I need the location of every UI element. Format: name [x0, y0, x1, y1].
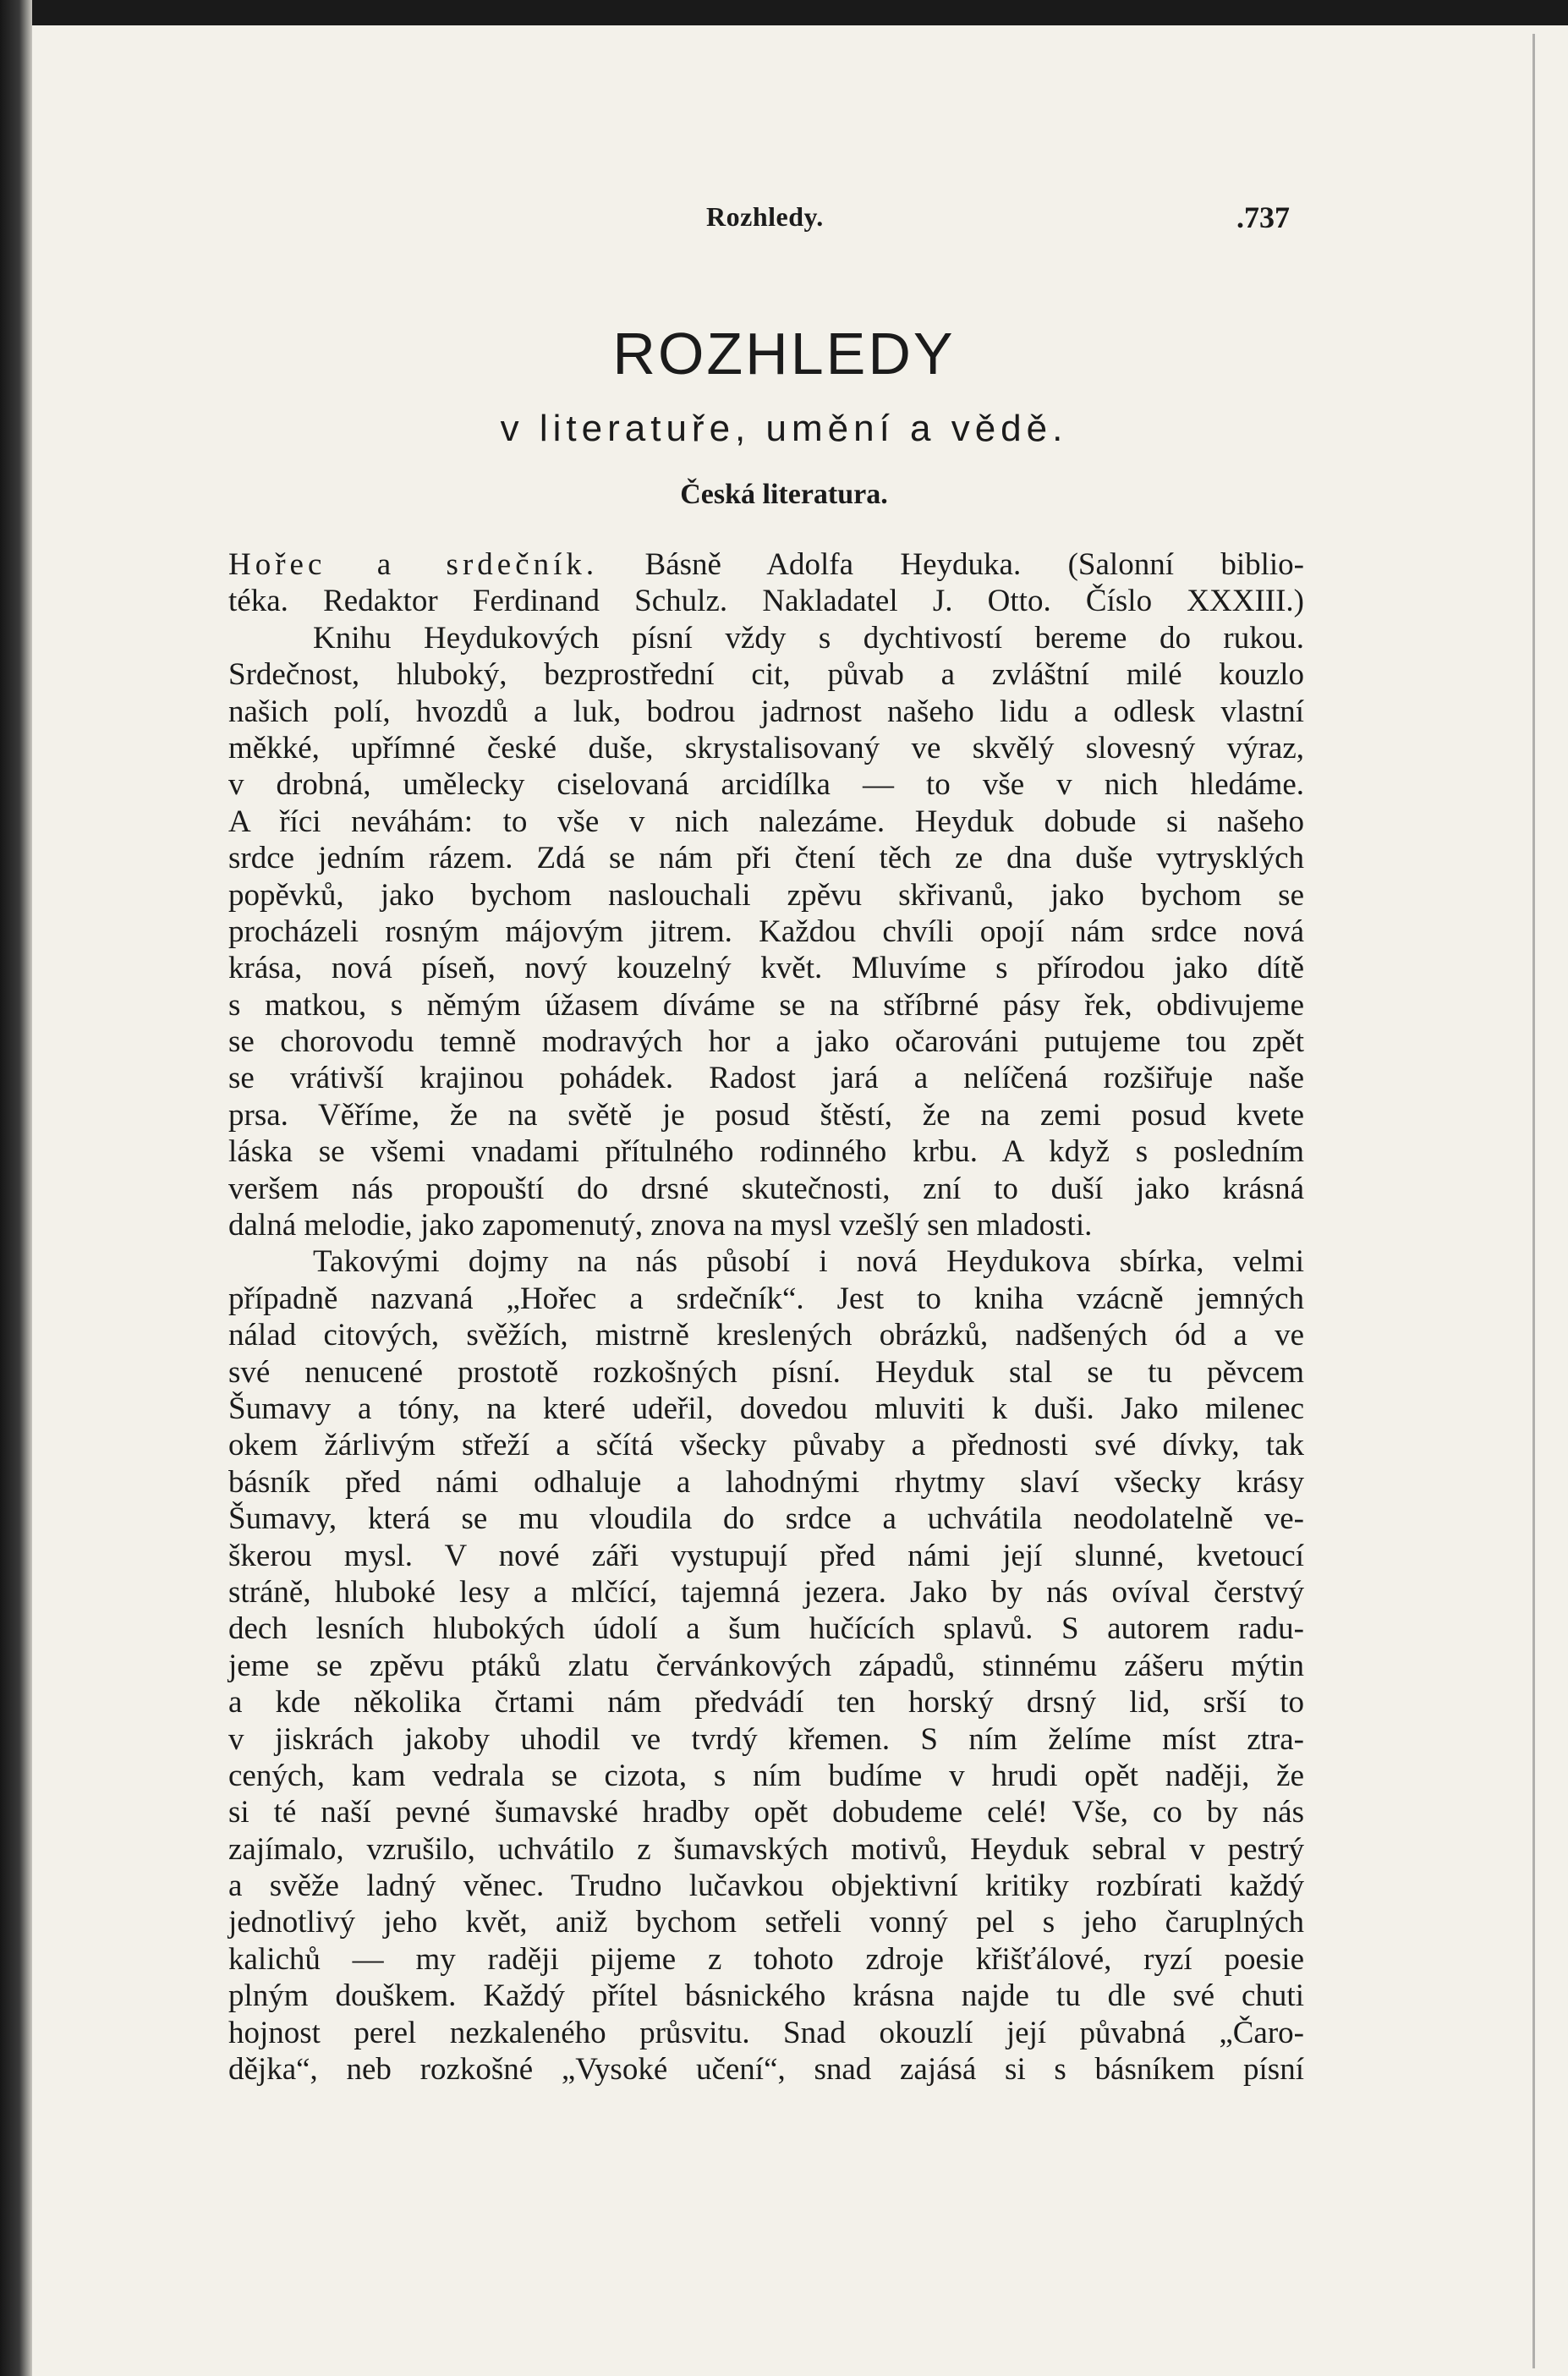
text-line: okem žárlivým střeží a sčítá všecky půvaby a přednosti své dívky, tak	[228, 1428, 1304, 1463]
text-line: A říci neváhám: to vše v nich nalezáme. Heyduk dobude si našeho	[228, 804, 1304, 839]
text-line: zajímalo, vzrušilo, uchvátilo z šumavských motivů, Heyduk sebral v pestrý	[228, 1831, 1304, 1867]
text-line: jednotlivý jeho květ, aniž bychom setřeli vonný pel s jeho čaruplných	[228, 1905, 1304, 1940]
text-line: láska se všemi vnadami přítulného rodinného krbu. A když s posledním	[228, 1134, 1304, 1170]
text-line: dech lesních hlubokých údolí a šum hučících splavů. S autorem radu-	[228, 1611, 1304, 1647]
text-line: téka. Redaktor Ferdinand Schulz. Nakladatel J. Otto. Číslo XXXIII.)	[228, 584, 1304, 619]
text-line: veršem nás propouští do drsné skutečnosti, zní to duší jako krásná	[228, 1171, 1304, 1206]
text-line: si té naší pevné šumavské hradby opět dobudeme celé! Vše, co by nás	[228, 1795, 1304, 1830]
text-line: kalichů — my raději pijeme z tohoto zdroje křišťálové, ryzí poesie	[228, 1941, 1304, 1977]
text-line: nálad citových, svěžích, mistrně kreslených obrázků, nadšených ód a ve	[228, 1318, 1304, 1353]
text-line: básník před námi odhaluje a lahodnými rhytmy slaví všecky krásy	[228, 1464, 1304, 1500]
section-heading: Česká literatura.	[680, 479, 888, 510]
text-line: dějka“, neb rozkošné „Vysoké učení“, snad zajásá si s básníkem písní	[228, 2052, 1304, 2088]
text-line: popěvků, jako bychom naslouchali zpěvu skřivanů, jako bychom se	[228, 877, 1304, 913]
text-line: v jiskrách jakoby uhodil ve tvrdý křemen. S ním želíme míst ztra-	[228, 1721, 1304, 1757]
text-line: Takovými dojmy na nás působí i nová Heydukova sbírka, velmi	[313, 1244, 1304, 1280]
text-line: Šumavy a tóny, na které udeřil, dovedou mluviti k duši. Jako milenec	[228, 1391, 1304, 1426]
text-line: stráně, hluboké lesy a mlčící, tajemná jezera. Jako by nás ovíval čerstvý	[228, 1574, 1304, 1610]
text-line: jeme se zpěvu ptáků zlatu červánkových západů, stinnému zášeru mýtin	[228, 1648, 1304, 1683]
text-line: měkké, upřímné české duše, skrystalisovaný ve skvělý slovesný výraz,	[228, 730, 1304, 765]
article-body	[228, 546, 1304, 2088]
book-title: Hořec a srdečník.	[228, 547, 599, 582]
text-line: srdce jedním rázem. Zdá se nám při čtení těch ze dna duše vytrysklých	[228, 841, 1304, 876]
text-line: krása, nová píseň, nový kouzelný květ. Mluvíme s přírodou jako dítě	[228, 951, 1304, 986]
text-line: Knihu Heydukových písní vždy s dychtivostí bereme do rukou.	[313, 620, 1304, 656]
text-line-content: Básně Adolfa Heyduka. (Salonní biblio-	[644, 547, 1305, 582]
page-number: .737	[1236, 200, 1290, 234]
text-line: Šumavy, která se mu vloudila do srdce a uchvátila neodolatelně ve-	[228, 1501, 1304, 1537]
text-line: škerou mysl. V nové záři vystupují před námi její slunné, kvetoucí	[228, 1538, 1304, 1573]
text-line: procházeli rosným májovým jitrem. Každou chvíli opojí nám srdce nová	[228, 914, 1304, 949]
text-line: Srdečnost, hluboký, bezprostřední cit, půvab a zvláštní milé kouzlo	[228, 657, 1304, 693]
text-line	[228, 546, 1304, 583]
sub-heading: v literatuře, umění a vědě.	[500, 408, 1068, 449]
text-line: cených, kam vedrala se cizota, s ním budíme v hrudi opět naději, že	[228, 1758, 1304, 1793]
text-line: hojnost perel nezkaleného průsvitu. Snad okouzlí její půvabná „Čaro-	[228, 2015, 1304, 2050]
text-line: v drobná, umělecky ciselovaná arcidílka — to vše v nich hledáme.	[228, 767, 1304, 803]
text-line: prsa. Věříme, že na světě je posud štěstí, že na zemi posud kvete	[228, 1097, 1304, 1133]
text-line: své nenucené prostotě rozkošných písní. Heyduk stal se tu pěvcem	[228, 1354, 1304, 1390]
running-header-title: Rozhledy.	[706, 201, 824, 232]
text-line: plným douškem. Každý přítel básnického krásna najde tu dle své chuti	[228, 1978, 1304, 2014]
text-line: se chorovodu temně modravých hor a jako očarováni putujeme tou zpět	[228, 1024, 1304, 1060]
text-line: a svěže ladný věnec. Trudno lučavkou objektivní kritiky rozbírati každý	[228, 1868, 1304, 1904]
text-line: s matkou, s němým úžasem díváme se na stříbrné pásy řek, obdivujeme	[228, 987, 1304, 1023]
main-heading: ROZHLEDY	[612, 321, 956, 387]
text-line: případně nazvaná „Hořec a srdečník“. Jest to kniha vzácně jemných	[228, 1281, 1304, 1316]
text-line: dalná melodie, jako zapomenutý, znova na mysl vzešlý sen mladosti.	[228, 1208, 1093, 1243]
text-line: se vrátivší krajinou pohádek. Radost jará a nelíčená rozšiřuje naše	[228, 1061, 1304, 1096]
text-line: a kde několika črtami nám předvádí ten horský drsný lid, srší to	[228, 1685, 1304, 1720]
scan-top-edge	[0, 0, 1568, 25]
text-line: našich polí, hvozdů a luk, bodrou jadrnost našeho lidu a odlesk vlastní	[228, 694, 1304, 729]
